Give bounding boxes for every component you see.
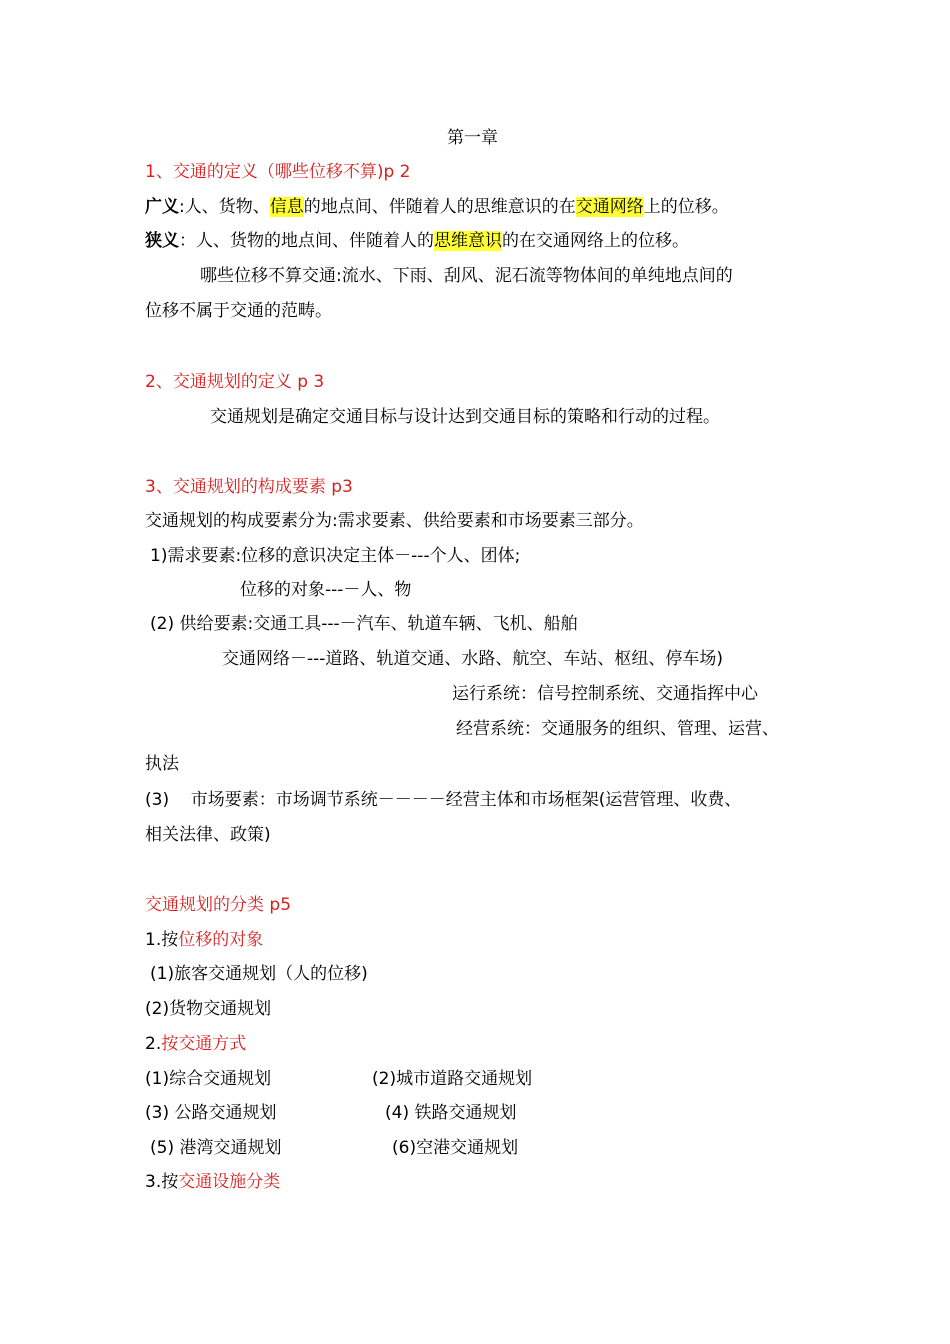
category-2-item-2: (2)城市道路交通规划 — [372, 1069, 533, 1089]
demand-line-1: 1)需求要素:位移的意识决定主体－---个人、团体; — [150, 546, 521, 566]
section-2-body: 交通规划是确定交通目标与设计达到交通目标的策略和行动的过程。 — [210, 407, 720, 427]
supply-line-2: 交通网络－---道路、轨道交通、水路、航空、车站、枢纽、停车场) — [222, 649, 724, 669]
category-2-item-4: (4) 铁路交通规划 — [385, 1103, 517, 1123]
narrow-label: 狭义 — [145, 231, 179, 251]
category-1-name: 位移的对象 — [178, 930, 264, 950]
supply-line-4: 经营系统：交通服务的组织、管理、运营、 — [456, 719, 779, 739]
broad-definition — [145, 195, 729, 219]
category-2-item-6: (6)空港交通规划 — [392, 1138, 519, 1158]
section-3-heading: 3、交通规划的构成要素 p3 — [145, 477, 353, 497]
category-1-heading — [145, 928, 263, 952]
highlight-network: 交通网络 — [575, 197, 644, 217]
narrow-text-a: ：人、货物的地点间、伴随着人的 — [179, 231, 434, 251]
broad-text-a: :人、货物、 — [179, 197, 270, 217]
category-2-item-1: (1)综合交通规划 — [145, 1069, 272, 1089]
category-1-item-2: (2)货物交通规划 — [145, 999, 272, 1019]
non-traffic-note-2: 位移不属于交通的范畴。 — [145, 301, 332, 321]
highlight-info: 信息 — [269, 197, 304, 217]
category-2-name: 按交通方式 — [161, 1034, 247, 1054]
market-line-2: 相关法律、政策) — [145, 825, 271, 845]
chapter-title: 第一章 — [447, 128, 498, 148]
category-3-prefix: 3.按 — [145, 1172, 179, 1192]
category-2-heading — [145, 1032, 246, 1056]
narrow-definition — [145, 229, 689, 253]
category-3-heading — [145, 1170, 280, 1194]
demand-line-2: 位移的对象---－人、物 — [240, 580, 412, 600]
narrow-text-b: 的在交通网络上的位移。 — [502, 231, 689, 251]
section-4-heading: 交通规划的分类 p5 — [145, 895, 292, 915]
category-2-item-5: (5) 港湾交通规划 — [150, 1138, 282, 1158]
non-traffic-note-1: 哪些位移不算交通:流水、下雨、刮风、泥石流等物体间的单纯地点间的 — [200, 266, 733, 286]
highlight-thinking: 思维意识 — [434, 231, 502, 251]
section-1-heading: 1、交通的定义（哪些位移不算)p 2 — [145, 162, 411, 182]
category-2-item-3: (3) 公路交通规划 — [145, 1103, 277, 1123]
market-line-1: (3) 市场要素：市场调节系统－－－－经营主体和市场框架(运营管理、收费、 — [145, 790, 742, 810]
supply-line-3: 运行系统：信号控制系统、交通指挥中心 — [452, 684, 758, 704]
broad-label: 广义 — [145, 197, 179, 217]
supply-line-1: (2) 供给要素:交通工具---－汽车、轨道车辆、飞机、船舶 — [150, 614, 578, 634]
broad-text-b: 的地点间、伴随着人的思维意识的在 — [303, 197, 576, 217]
category-1-prefix: 1.按 — [145, 930, 179, 950]
supply-line-5: 执法 — [145, 754, 179, 774]
section-3-intro: 交通规划的构成要素分为:需求要素、供给要素和市场要素三部分。 — [145, 511, 644, 531]
category-1-item-1: (1)旅客交通规划（人的位移) — [150, 964, 368, 984]
broad-text-c: 上的位移。 — [643, 197, 729, 217]
section-2-heading: 2、交通规划的定义 p 3 — [145, 372, 325, 392]
category-3-name: 交通设施分类 — [178, 1172, 281, 1192]
category-2-prefix: 2. — [145, 1034, 162, 1054]
